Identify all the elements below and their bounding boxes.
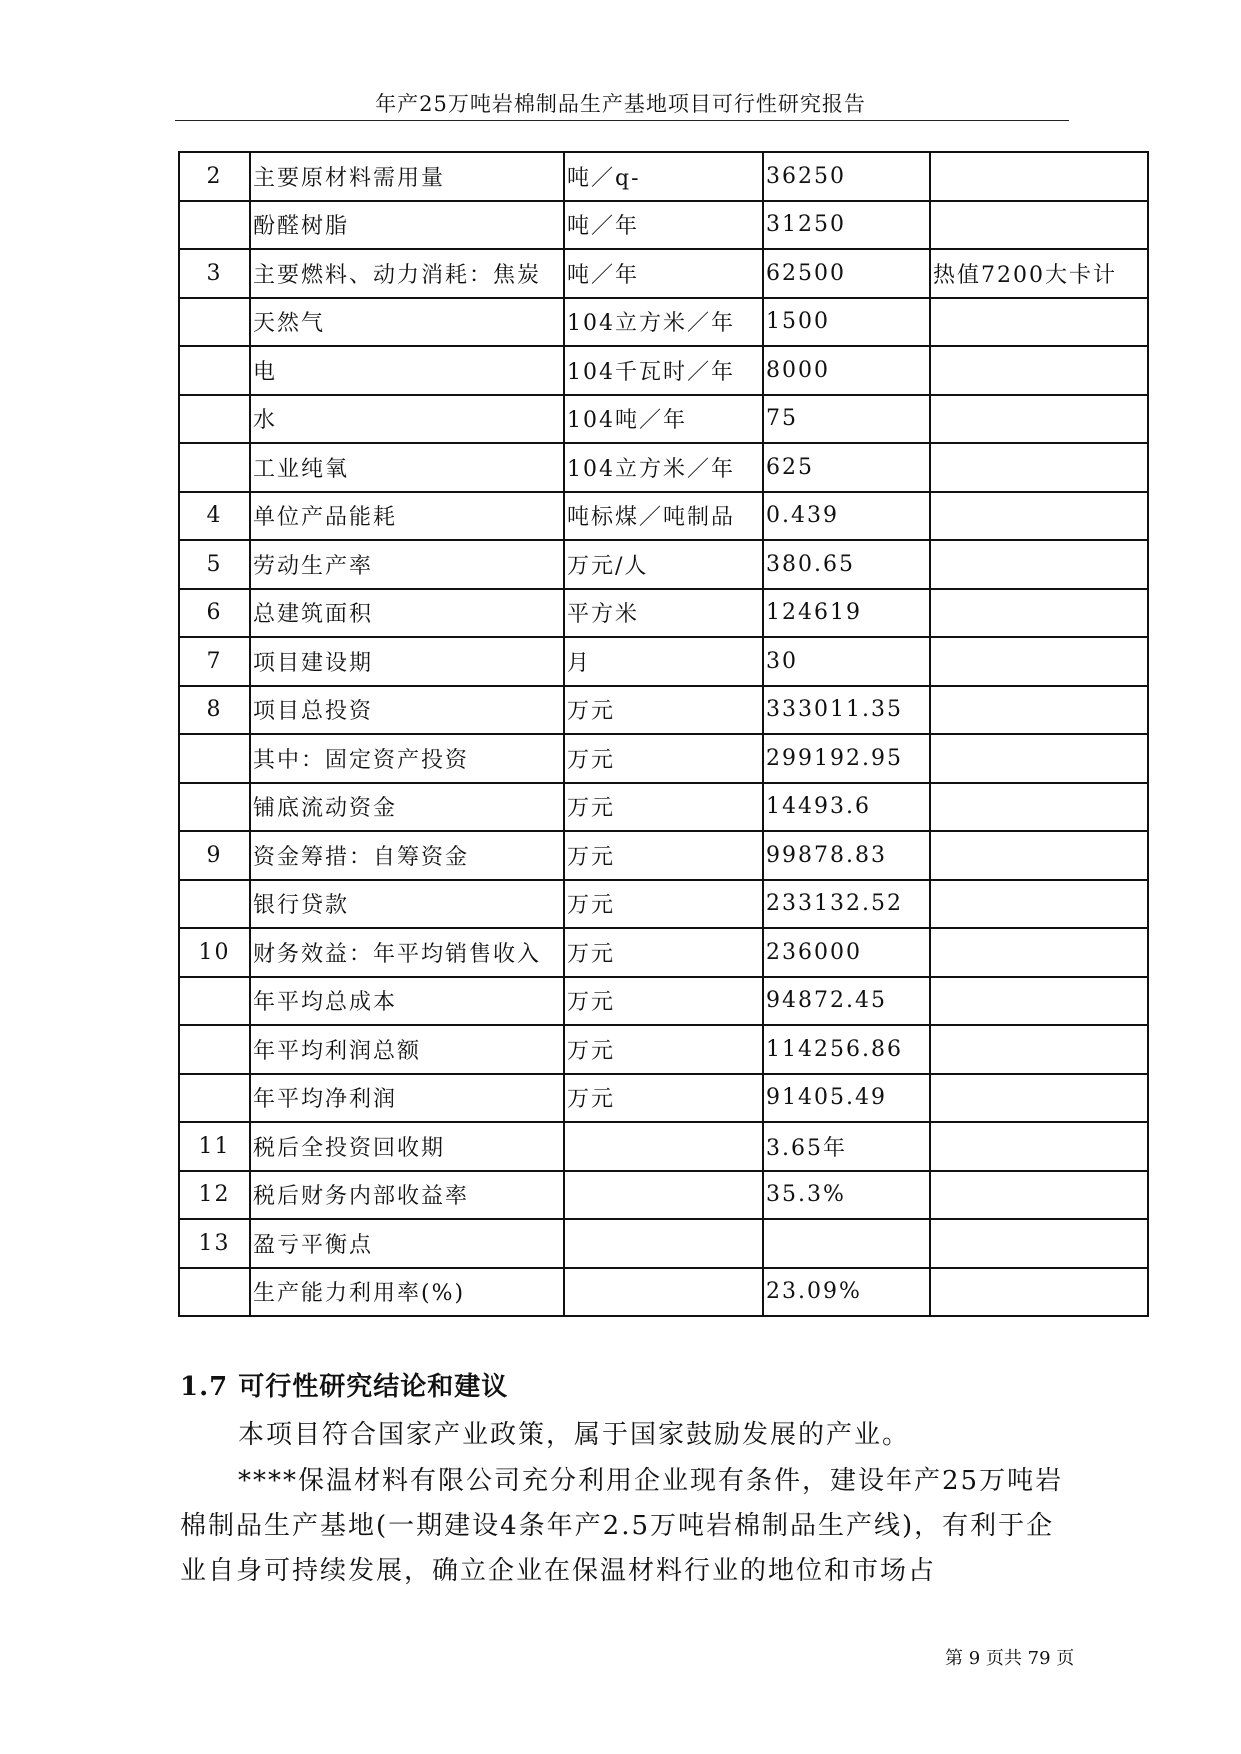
cell-value: 333011.35 [763, 686, 930, 735]
cell-value: 380.65 [763, 540, 930, 589]
cell-item-name: 项目建设期 [250, 637, 564, 686]
cell-item-name: 劳动生产率 [250, 540, 564, 589]
cell-remark [930, 201, 1148, 250]
cell-row-index: 7 [179, 637, 250, 686]
table-row [179, 831, 1148, 880]
cell-item-name: 主要原材料需用量 [250, 152, 564, 201]
cell-unit: 吨／年 [564, 249, 763, 298]
cell-item-name: 主要燃料、动力消耗：焦炭 [250, 249, 564, 298]
table-row [179, 249, 1148, 298]
cell-unit: 万元 [564, 977, 763, 1026]
cell-unit: 万元/人 [564, 540, 763, 589]
cell-remark [930, 783, 1148, 832]
cell-row-index: 11 [179, 1122, 250, 1171]
cell-remark [930, 1122, 1148, 1171]
conclusion-paragraph-2: ****保温材料有限公司充分利用企业现有条件，建设年产25万吨岩棉制品生产基地(一期建设4条年产2.5万吨岩棉制品生产线)，有利于企业自身可持续发展，确立企业在保温材料行业的地位和市场占 [180, 1466, 1064, 1586]
cell-value: 75 [763, 395, 930, 444]
page-header-title: 年产25万吨岩棉制品生产基地项目可行性研究报告 [375, 92, 866, 116]
cell-remark [930, 637, 1148, 686]
cell-remark [930, 1025, 1148, 1074]
table-row [179, 346, 1148, 395]
cell-unit: 万元 [564, 686, 763, 735]
cell-item-name: 天然气 [250, 298, 564, 347]
cell-unit: 104立方米／年 [564, 298, 763, 347]
cell-unit: 吨标煤／吨制品 [564, 492, 763, 541]
cell-row-index [179, 734, 250, 783]
table-row [179, 1122, 1148, 1171]
cell-value: 31250 [763, 201, 930, 250]
cell-value: 91405.49 [763, 1074, 930, 1123]
table-row [179, 540, 1148, 589]
cell-row-index: 9 [179, 831, 250, 880]
table-row [179, 298, 1148, 347]
cell-item-name: 资金筹措：自筹资金 [250, 831, 564, 880]
cell-row-index: 8 [179, 686, 250, 735]
conclusion-paragraph-1: 本项目符合国家产业政策，属于国家鼓励发展的产业。 [238, 1420, 911, 1450]
cell-row-index: 10 [179, 928, 250, 977]
cell-row-index [179, 201, 250, 250]
cell-item-name: 税后全投资回收期 [250, 1122, 564, 1171]
table-row [179, 686, 1148, 735]
cell-unit [564, 1268, 763, 1317]
cell-item-name: 盈亏平衡点 [250, 1219, 564, 1268]
table-row [179, 1171, 1148, 1220]
cell-remark [930, 1171, 1148, 1220]
cell-item-name: 单位产品能耗 [250, 492, 564, 541]
page-number: 第 9 页共 79 页 [945, 1648, 1075, 1669]
cell-remark [930, 734, 1148, 783]
cell-item-name: 其中：固定资产投资 [250, 734, 564, 783]
section-heading: 1.7 可行性研究结论和建议 [180, 1372, 509, 1402]
cell-row-index [179, 346, 250, 395]
cell-item-name: 税后财务内部收益率 [250, 1171, 564, 1220]
cell-value: 99878.83 [763, 831, 930, 880]
cell-value: 8000 [763, 346, 930, 395]
cell-unit: 月 [564, 637, 763, 686]
cell-row-index [179, 783, 250, 832]
cell-value: 236000 [763, 928, 930, 977]
cell-item-name: 总建筑面积 [250, 589, 564, 638]
table-row [179, 734, 1148, 783]
cell-row-index [179, 1025, 250, 1074]
cell-value: 1500 [763, 298, 930, 347]
indicator-table-body [179, 152, 1148, 1316]
cell-row-index [179, 880, 250, 929]
cell-row-index: 3 [179, 249, 250, 298]
table-row [179, 880, 1148, 929]
cell-item-name: 水 [250, 395, 564, 444]
table-row [179, 1074, 1148, 1123]
cell-remark [930, 1268, 1148, 1317]
cell-row-index [179, 395, 250, 444]
table-row [179, 492, 1148, 541]
cell-row-index [179, 443, 250, 492]
table-row [179, 1219, 1148, 1268]
cell-remark [930, 443, 1148, 492]
cell-unit: 万元 [564, 831, 763, 880]
table-row [179, 1268, 1148, 1317]
cell-unit: 万元 [564, 880, 763, 929]
cell-item-name: 生产能力利用率(%) [250, 1268, 564, 1317]
cell-remark [930, 928, 1148, 977]
cell-value: 0.439 [763, 492, 930, 541]
table-row [179, 201, 1148, 250]
cell-remark [930, 977, 1148, 1026]
cell-value: 36250 [763, 152, 930, 201]
cell-unit: 万元 [564, 734, 763, 783]
cell-item-name: 年平均利润总额 [250, 1025, 564, 1074]
table-row [179, 783, 1148, 832]
header-divider [175, 120, 1069, 121]
cell-value: 3.65年 [763, 1122, 930, 1171]
cell-item-name: 项目总投资 [250, 686, 564, 735]
cell-unit: 万元 [564, 783, 763, 832]
cell-remark [930, 686, 1148, 735]
cell-row-index [179, 977, 250, 1026]
cell-row-index [179, 1074, 250, 1123]
cell-remark [930, 298, 1148, 347]
table-row [179, 977, 1148, 1026]
cell-value [763, 1219, 930, 1268]
table-row [179, 637, 1148, 686]
cell-row-index [179, 298, 250, 347]
cell-remark [930, 492, 1148, 541]
cell-value: 114256.86 [763, 1025, 930, 1074]
cell-unit: 万元 [564, 1074, 763, 1123]
cell-row-index: 6 [179, 589, 250, 638]
cell-unit: 吨／年 [564, 201, 763, 250]
table-row [179, 443, 1148, 492]
cell-remark [930, 540, 1148, 589]
cell-remark [930, 395, 1148, 444]
cell-unit: 万元 [564, 1025, 763, 1074]
cell-unit: 104立方米／年 [564, 443, 763, 492]
cell-remark [930, 346, 1148, 395]
cell-unit: 吨／q- [564, 152, 763, 201]
cell-remark [930, 152, 1148, 201]
cell-remark [930, 1074, 1148, 1123]
cell-item-name: 年平均总成本 [250, 977, 564, 1026]
cell-remark [930, 1219, 1148, 1268]
cell-unit [564, 1219, 763, 1268]
cell-unit: 104千瓦时／年 [564, 346, 763, 395]
table-row [179, 589, 1148, 638]
cell-unit: 万元 [564, 928, 763, 977]
cell-unit: 平方米 [564, 589, 763, 638]
cell-item-name: 电 [250, 346, 564, 395]
indicator-table [178, 151, 1149, 1317]
table-row [179, 1025, 1148, 1074]
cell-item-name: 银行贷款 [250, 880, 564, 929]
table-row [179, 395, 1148, 444]
cell-row-index [179, 1268, 250, 1317]
cell-value: 30 [763, 637, 930, 686]
cell-row-index: 5 [179, 540, 250, 589]
cell-item-name: 财务效益：年平均销售收入 [250, 928, 564, 977]
cell-value: 124619 [763, 589, 930, 638]
cell-unit: 104吨／年 [564, 395, 763, 444]
cell-value: 94872.45 [763, 977, 930, 1026]
cell-value: 625 [763, 443, 930, 492]
cell-remark: 热值7200大卡计 [930, 249, 1148, 298]
cell-row-index: 13 [179, 1219, 250, 1268]
cell-value: 23.09% [763, 1268, 930, 1317]
cell-item-name: 年平均净利润 [250, 1074, 564, 1123]
cell-item-name: 工业纯氧 [250, 443, 564, 492]
cell-remark [930, 831, 1148, 880]
cell-value: 35.3% [763, 1171, 930, 1220]
table-row [179, 152, 1148, 201]
cell-value: 62500 [763, 249, 930, 298]
cell-value: 233132.52 [763, 880, 930, 929]
cell-remark [930, 880, 1148, 929]
cell-row-index: 4 [179, 492, 250, 541]
cell-row-index: 12 [179, 1171, 250, 1220]
table-row [179, 928, 1148, 977]
cell-remark [930, 589, 1148, 638]
cell-unit [564, 1171, 763, 1220]
cell-value: 14493.6 [763, 783, 930, 832]
cell-item-name: 酚醛树脂 [250, 201, 564, 250]
cell-item-name: 铺底流动资金 [250, 783, 564, 832]
cell-row-index: 2 [179, 152, 250, 201]
cell-value: 299192.95 [763, 734, 930, 783]
cell-unit [564, 1122, 763, 1171]
